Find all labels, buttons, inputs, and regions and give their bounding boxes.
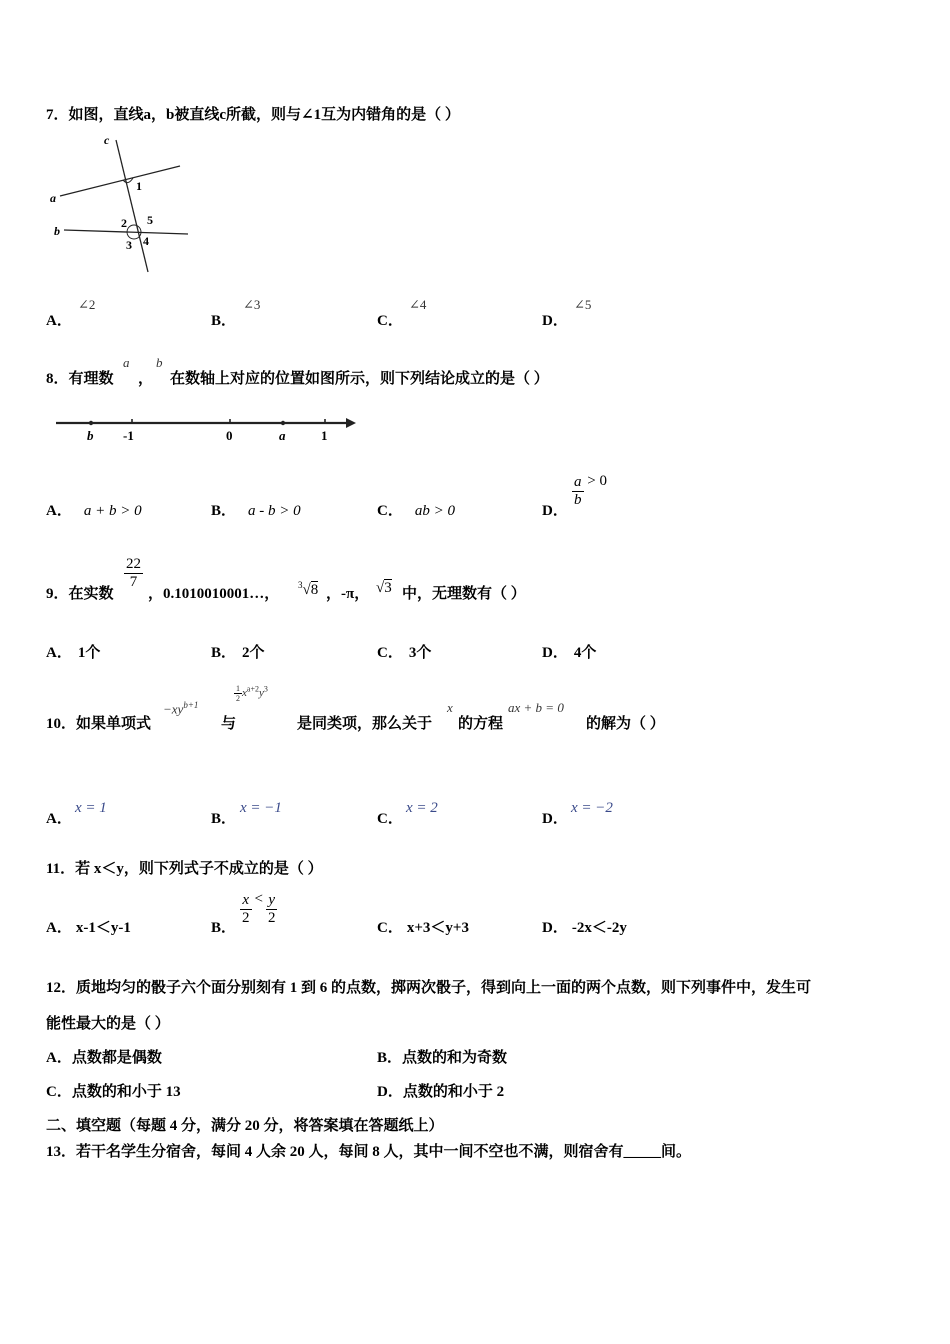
q9-square-root: √3 [376, 580, 392, 596]
label-angle-1: 1 [136, 179, 142, 193]
q9-option-b: B． 2个 [211, 645, 265, 661]
label-angle-4: 4 [143, 234, 149, 248]
q9-fraction: $\frac{22}{7}$ [126, 556, 141, 590]
q10-var-x: x [447, 700, 453, 715]
label-angle-2: 2 [121, 216, 127, 230]
q10-monomial-1: $-xy^{b+1}$ [163, 700, 199, 717]
label-a: a [50, 191, 56, 205]
label-c: c [104, 133, 110, 147]
q12-option-d: D．点数的和小于 2 [377, 1084, 505, 1100]
axis-label-a: a [279, 428, 286, 443]
q8-var-a: a [123, 355, 130, 370]
q8-number-line [50, 410, 360, 446]
q7-option-d-value: ∠5 [574, 297, 592, 312]
q9-stem-pre: 9．在实数 [46, 586, 114, 602]
q8-option-d-value: $\frac{a}{b}$ > 0 [574, 472, 607, 508]
q10-stem-pre: 10．如果单项式 [46, 716, 152, 732]
q10-option-a-value: x = 1 [75, 800, 107, 816]
q10-stem-with: 与 [221, 716, 237, 732]
q12-option-b: B．点数的和为奇数 [377, 1050, 508, 1066]
q9-option-c: C． 3个 [377, 645, 432, 661]
q10-option-b: B． [211, 811, 237, 827]
q10-option-b-value: x = −1 [240, 800, 282, 816]
q10-option-c-value: x = 2 [406, 800, 438, 816]
q7-option-a-value: ∠2 [78, 297, 96, 312]
q8-option-a: A． a + b > 0 [46, 503, 142, 519]
q11-option-a: A． x-1＜y-1 [46, 920, 131, 936]
q9-stem-mid2: ，-π， [326, 586, 370, 602]
q10-option-a: A． [46, 811, 72, 827]
q7-figure [46, 132, 196, 277]
label-angle-3: 3 [126, 238, 132, 252]
label-b: b [54, 224, 60, 238]
axis-label-one: 1 [321, 428, 328, 443]
q10-monomial-2: $\frac{1}{2}$ $x^{a+2}y^3$ [236, 684, 268, 703]
line-a [60, 166, 180, 196]
q7-option-c-value: ∠4 [409, 297, 427, 312]
q10-stem-mid: 是同类项，那么关于 [297, 716, 433, 732]
q9-option-d: D． 4个 [542, 645, 597, 661]
label-angle-5: 5 [147, 213, 153, 227]
q7-option-b: B． [211, 313, 237, 329]
q9-stem-post: 中，无理数有（ ） [402, 586, 526, 602]
q12-stem-line1: 12．质地均匀的骰子六个面分别刻有 1 到 6 的点数，掷两次骰子，得到向上一面的两个点数，则下列事件中，发生可 [46, 980, 812, 996]
q13-stem: 13．若干名学生分宿舍，每间 4 人余 20 人，每间 8 人，其中一间不空也不满，则宿舍有_____间。 [46, 1144, 692, 1160]
q10-option-d: D． [542, 811, 568, 827]
q11-option-c: C． x+3＜y+3 [377, 920, 469, 936]
q10-option-c: C． [377, 811, 403, 827]
q7-option-a: A． [46, 313, 72, 329]
q7-option-c: C． [377, 313, 403, 329]
q8-option-d: D． [542, 503, 568, 519]
q11-stem: 11．若 x＜y，则下列式子不成立的是（ ） [46, 861, 323, 877]
q10-stem-post: 的解为（ ） [586, 716, 665, 732]
line-c [116, 140, 148, 272]
q9-stem-mid: ，0.1010010001…， [148, 586, 280, 602]
q11-option-d: D． -2x＜-2y [542, 920, 627, 936]
q11-option-b-value: $\frac{x}{2}$ < $\frac{y}{2}$ [242, 890, 276, 926]
axis-label-zero: 0 [226, 428, 233, 443]
q10-equation: ax + b = 0 [508, 700, 564, 715]
q9-option-a: A． 1个 [46, 645, 101, 661]
q7-stem: 7．如图，直线a，b被直线c所截，则与∠1互为内错角的是（ ） [46, 107, 460, 123]
axis-label-b: b [87, 428, 94, 443]
section-2-title: 二、填空题（每题 4 分，满分 20 分，将答案填在答题纸上） [46, 1118, 444, 1134]
q8-stem-post: 在数轴上对应的位置如图所示，则下列结论成立的是（ ） [170, 371, 549, 387]
q7-option-d: D． [542, 313, 568, 329]
q8-var-b: b [156, 355, 163, 370]
q7-option-b-value: ∠3 [243, 297, 261, 312]
q10-option-d-value: x = −2 [571, 800, 613, 816]
line-b [64, 230, 188, 234]
axis-label-minus-one: -1 [123, 428, 134, 443]
q8-option-b: B． a - b > 0 [211, 503, 301, 519]
q8-option-c: C． ab > 0 [377, 503, 455, 519]
q11-option-b: B． [211, 920, 237, 936]
q9-cube-root: $^3$√8 [298, 580, 319, 598]
q8-comma: ， [138, 371, 154, 387]
q8-stem-pre: 8．有理数 [46, 371, 114, 387]
q12-option-c: C．点数的和小于 13 [46, 1084, 181, 1100]
q12-stem-line2: 能性最大的是（ ） [46, 1016, 170, 1032]
q12-option-a: A．点数都是偶数 [46, 1050, 162, 1066]
q10-stem-mid2: 的方程 [458, 716, 504, 732]
